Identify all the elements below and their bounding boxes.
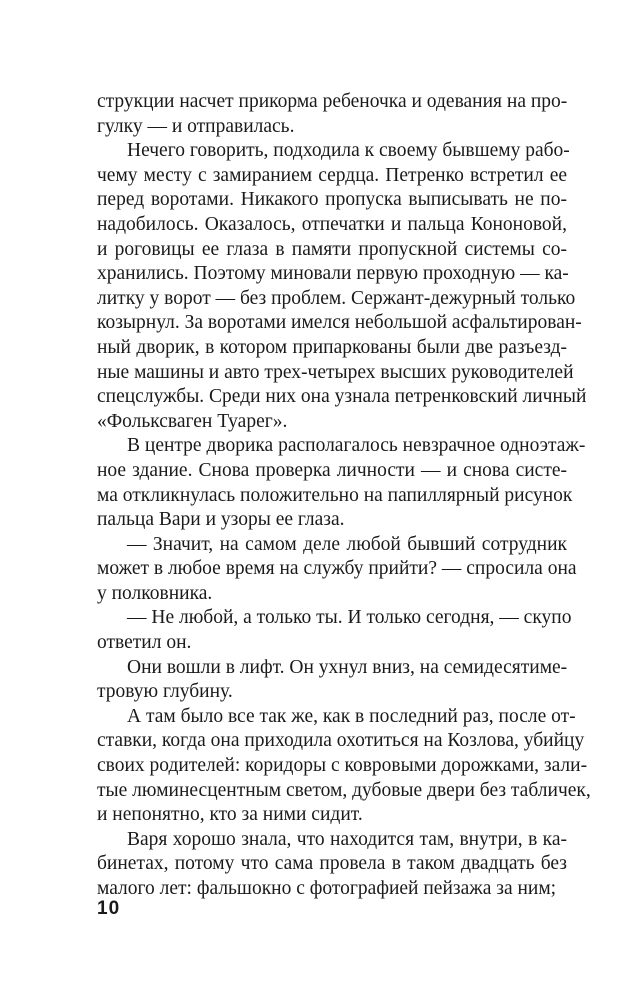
paragraph [97, 606, 572, 655]
text-line: ответил он. [97, 632, 192, 654]
paragraph [97, 705, 591, 828]
paragraph [97, 434, 586, 532]
paragraph [97, 656, 567, 705]
paragraph [97, 139, 587, 434]
text-line: пальца Вари и узоры ее глаза. [97, 509, 345, 531]
text-line: — Не любой, а только ты. И только сегодня, — скупо [127, 607, 572, 629]
text-line: может в любое время на службу прийти? — спросила она [97, 558, 577, 580]
text-line: В центре дворика располагалось невзрачное одноэтаж- [127, 435, 586, 457]
text-line: и непонятно, кто за ними сидит. [97, 804, 363, 826]
text-line: чему месту с замиранием сердца. Петренко встретил ее [97, 164, 567, 186]
text-line: ма откликнулась положительно на папиллярный рисунок [97, 484, 573, 506]
text-line: А там было все так же, как в последний раз, после от- [127, 705, 576, 727]
text-line: бинетах, потому что сама провела в таком двадцать без [97, 853, 567, 875]
text-line: «Фольксваген Туарег». [97, 410, 288, 432]
text-line: перед воротами. Никакого пропуска выписывать не по- [97, 189, 567, 211]
paragraph [97, 533, 577, 607]
text-line: своих родителей: коридоры с ковровыми дорожками, зали- [97, 755, 588, 777]
text-line: надобилось. Оказалось, отпечатки и пальца Кононовой, [97, 213, 567, 235]
text-line: хранились. Поэтому миновали первую проходную — ка- [97, 263, 569, 285]
paragraph [97, 90, 567, 139]
page-number: 10 [97, 898, 121, 919]
text-line: — Значит, на самом деле любой бывший сотрудник [127, 533, 567, 555]
body-text [97, 90, 591, 902]
text-line: у полковника. [97, 582, 213, 604]
text-line: литку у ворот — без проблем. Сержант-дежурный только [97, 287, 576, 309]
text-line: Нечего говорить, подходила к своему бывшему рабо- [127, 140, 570, 162]
paragraph [97, 828, 567, 902]
text-line: гулку — и отправилась. [97, 115, 295, 137]
text-line: ные машины и авто трех-четырех высших руководителей [97, 361, 574, 383]
text-line: тровую глубину. [97, 681, 233, 703]
text-line: и роговицы ее глаза в памяти пропускной системы со- [97, 238, 567, 260]
text-line: струкции насчет прикорма ребеночка и одевания на про- [97, 91, 568, 112]
text-line: малого лет: фальшокно с фотографией пейзажа за ним; [97, 878, 557, 899]
text-line: ставки, когда она приходила охотиться на Козлова, убийцу [97, 730, 585, 752]
text-line: ный дворик, в котором припаркованы были две разъезд- [97, 336, 567, 358]
text-line: козырнул. За воротами имелся небольшой асфальтирован- [97, 312, 582, 334]
text-line: Варя хорошо знала, что находится там, внутри, в ка- [127, 828, 567, 850]
text-line: тые люминесцентным светом, дубовые двери без табличек, [97, 779, 591, 801]
text-line: ное здание. Снова проверка личности — и снова систе- [97, 459, 567, 481]
text-line: спецслужбы. Среди них она узнала петренковский личный [97, 386, 587, 408]
text-line: Они вошли в лифт. Он ухнул вниз, на семидесятиме- [127, 656, 568, 678]
